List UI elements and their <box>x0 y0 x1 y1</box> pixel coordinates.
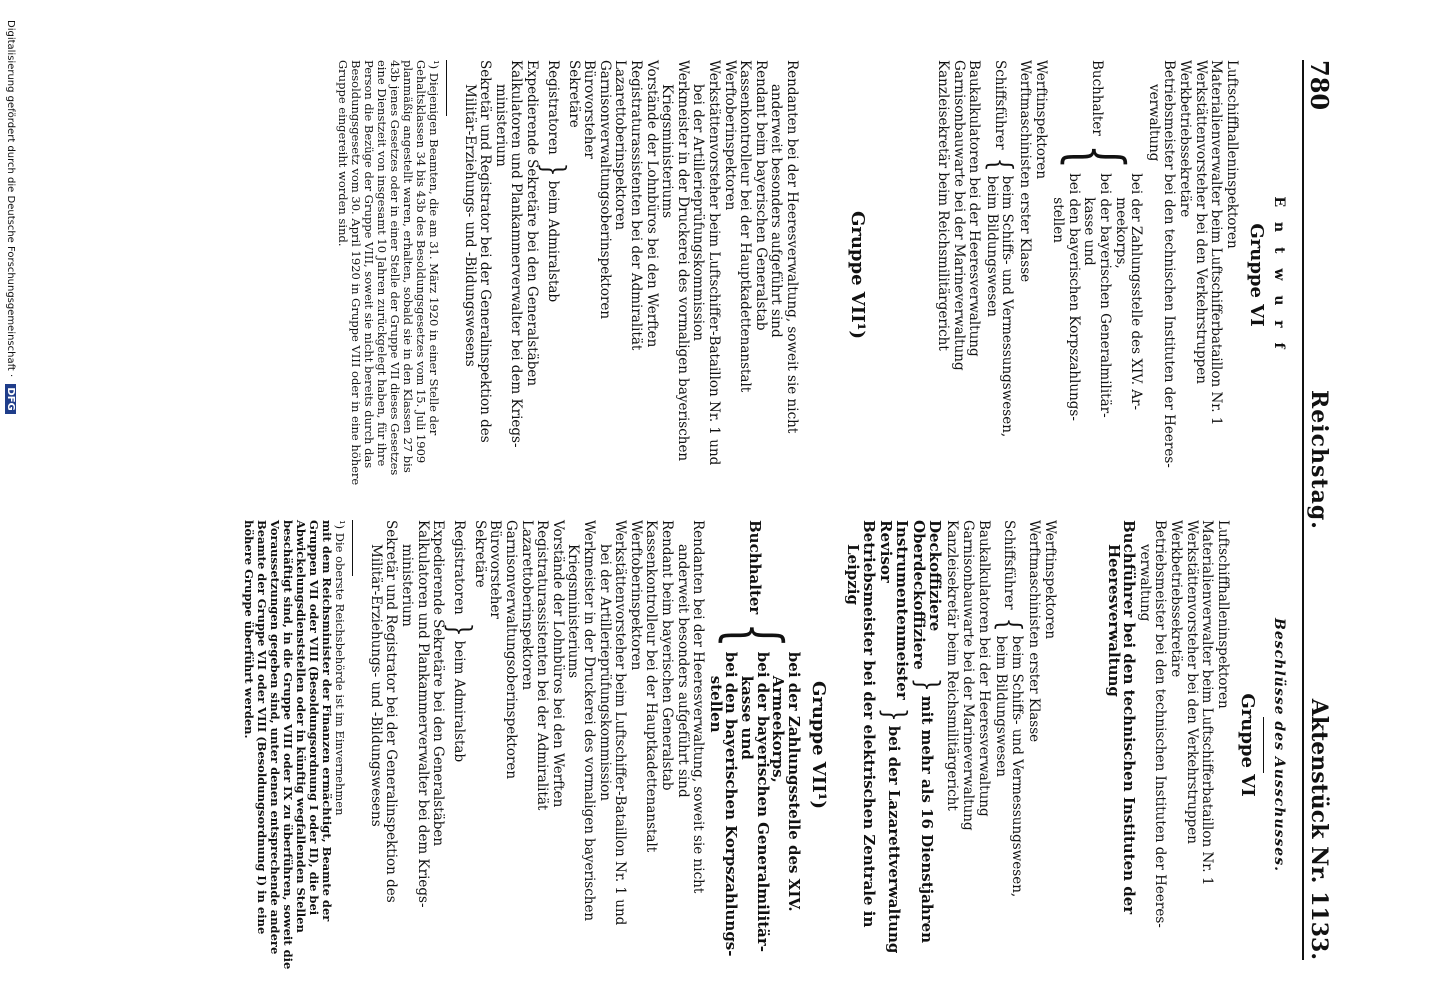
brace-group-buchhalter <box>707 520 801 970</box>
list-item: Garnisonverwaltungsoberinspektoren <box>503 520 520 780</box>
list-item: Armeekorps, <box>769 675 788 783</box>
brace-icon: { <box>982 157 1018 172</box>
list-item: Luftschiffhalleninspektoren <box>1214 520 1231 709</box>
title-divider <box>1263 717 1264 773</box>
brace-label: Schiffsführer <box>991 60 1008 150</box>
list-item: Rendanten bei der Heeresverwaltung, soweit sie nicht <box>690 520 707 894</box>
list-item: bei den bayerischen Korpszahlungs- <box>722 651 741 957</box>
credit-text: Digitalisierung gefördert durch die Deutsche Forschungsgemeinschaft · <box>5 20 16 378</box>
list-item: Kriegsministeriums <box>565 544 582 679</box>
list-item: anderweit besonders aufgeführt sind <box>768 84 785 338</box>
list-item: Registraturassistenten bei der Admiralität <box>628 60 644 351</box>
list-item: Kalkulatoren und Plankammerverwalter bei dem Kriegs- <box>414 520 431 908</box>
list-item: stellen <box>1050 197 1067 243</box>
list-item: bei der Zahlungsstelle des XIV. Ar- <box>1128 173 1145 411</box>
list-item: Sekretär und Registrator bei der Generalinspektion des <box>383 520 400 903</box>
header-document: Aktenstück Nr. 1133. <box>1306 698 1332 960</box>
brace-label: Buchhalter <box>1089 60 1106 136</box>
list-item: Werftoberinspektoren <box>627 520 644 671</box>
list-item: Vorstände der Lohnbüros bei den Werften <box>643 60 660 348</box>
list-item: Werftinspektoren <box>1032 60 1049 180</box>
list-item: mit mehr als 16 Dienstjahren <box>918 695 937 944</box>
list-item: Garnisonverwaltungsoberinspektoren <box>596 60 613 320</box>
brace-icon: { <box>1055 143 1138 170</box>
list-item: Kanzleisekretär beim Reichsmilitärgericht <box>944 520 961 811</box>
list-item: Baukalkulatoren bei der Heeresverwaltung <box>975 520 992 817</box>
list-item: Werkstättenvorsteher beim Luftschiffer-Bataillon Nr. 1 und <box>705 60 722 466</box>
list-item: kasse und <box>1081 197 1098 266</box>
list-item: Registraturassistenten bei der Admiralität <box>534 520 551 811</box>
dfg-logo: DFG <box>5 384 16 413</box>
list-item: Werkstättenvorsteher beim Luftschiffer-Bataillon Nr. 1 und <box>612 520 629 926</box>
brace-icon: } <box>876 707 912 722</box>
list-item: Kriegsministeriums <box>659 84 676 219</box>
brace-label: Instrumentenmeister <box>892 520 911 700</box>
brace-group-instrumentenmeister <box>876 520 912 970</box>
list-item: kasse und <box>737 675 756 760</box>
list-item: Militär-Erziehungs- und -Bildungswesens <box>461 84 478 367</box>
list-item: Kassenkontrolleur bei der Hauptkadettenanstalt <box>737 60 754 393</box>
list-item: Werkmeister in der Druckerei des vormaligen bayerischen <box>674 60 691 462</box>
list-item: beim Schiffs- und Vermessungswesen, <box>1008 635 1025 898</box>
brace-group-schiffsfuehrer <box>982 60 1018 490</box>
list-item: Rendant beim bayerischen Generalstab <box>752 60 769 331</box>
list-item: Sekretäre <box>471 520 488 588</box>
column-title: Beschlüsse des Ausschusses. <box>1271 618 1287 872</box>
list-item: Garnisonbauwarte bei der Marineverwaltung <box>960 520 977 831</box>
brace-label: Buchhalter <box>745 520 764 615</box>
brace-group-registratoren <box>441 520 477 970</box>
group-title: Gruppe VI <box>1237 693 1259 797</box>
list-item: Sekretäre <box>565 60 582 128</box>
list-item: Werftoberinspektoren <box>721 60 738 211</box>
list-item: Werkstättenvorsteher bei den Verkehrstruppen <box>1183 520 1200 844</box>
brace-label: Schiffsführer <box>1001 520 1018 610</box>
list-item: Kanzleisekretär beim Reichsmilitärgericht <box>935 60 952 351</box>
list-item: beim Schiffs- und Vermessungswesen, <box>999 175 1016 438</box>
list-item: Expedierende Sekretäre bei den Generalstäben <box>430 520 447 847</box>
brace-icon: } <box>909 677 945 692</box>
list-item: bei der Zahlungsstelle des XIV. <box>784 651 803 912</box>
list-item: stellen <box>706 675 725 733</box>
group-title: Gruppe VII¹) <box>846 210 868 340</box>
list-item: Werkstättenvorsteher bei den Verkehrstruppen <box>1192 60 1209 384</box>
brace-label: Revisor <box>877 520 896 583</box>
brace-group-registratoren <box>535 60 571 490</box>
digitization-credit <box>5 20 16 980</box>
page-number: 780 <box>1305 60 1334 111</box>
left-column-entwurf <box>336 60 1286 490</box>
list-item: bei der Lazarettverwaltung <box>884 725 903 954</box>
list-item: Sekretär und Registrator bei der Generalinspektion des <box>477 60 494 443</box>
list-item: beim Bildungswesen <box>983 175 1000 317</box>
brace-group-schiffsfuehrer <box>991 520 1027 970</box>
brace-icon: } <box>441 622 477 637</box>
column-title: E n t w u r f <box>1271 196 1287 354</box>
footnote: mit dem Reichsminister der Finanzen ermächtigt, Beamte der Gruppen VII oder VIII (Besoldungsordnung I oder II), die bei Abwickelungsdienststellen oder in künftig wegfallenden Stellen beschäftigt sind, in die Gruppe VIII oder IX zu überführen, soweit die Voraussetzungen gegeben sind, unter denen entsprechende andere Beamte der Gruppe VII oder VIII (Besoldungsordnung I) in eine höhere Gruppe überführt werden. <box>242 520 335 970</box>
list-item: Vorstände der Lohnbüros bei den Werften <box>549 520 566 808</box>
list-item: Kalkulatoren und Plankammerverwalter bei dem Kriegs- <box>508 60 525 448</box>
list-item: Werkmeister in der Druckerei des vormaligen bayerischen <box>581 520 598 922</box>
brace-group-deckoffiziere <box>909 520 945 970</box>
page-header <box>1302 60 1334 960</box>
header-title: Reichstag. <box>1306 390 1332 530</box>
group-title: Gruppe VII¹) <box>808 680 830 810</box>
brace-label: Oberdeckoffiziere <box>910 520 929 670</box>
list-item: Werkbetriebssekretäre <box>1168 520 1185 678</box>
list-item: Lazarettoberinspektoren <box>612 60 629 231</box>
list-item: Werftmaschinisten erster Klasse <box>1017 60 1034 283</box>
list-item: ministerium <box>492 84 509 167</box>
list-item: ministerium <box>399 544 416 627</box>
list-item: Rendanten bei der Heeresverwaltung, soweit sie nicht <box>783 60 800 434</box>
bold-list-item: Betriebsmeister bei der elektrischen Zentrale in <box>859 520 878 928</box>
bold-list-item: Buchführer bei den technischen Instituten der <box>1120 520 1139 915</box>
list-item: Garnisonbauwarte bei der Marineverwaltung <box>950 60 967 371</box>
list-item: beim Admiralstab <box>451 640 468 763</box>
list-item: Militär-Erziehungs- und -Bildungswesens <box>367 544 384 827</box>
list-item: bei der bayerischen Generalmilitär- <box>753 651 772 952</box>
list-item: Lazarettoberinspektoren <box>518 520 535 691</box>
list-item: Expedierende Sekretäre bei den Generalstäben <box>524 60 541 387</box>
bold-list-item: Heeresverwaltung <box>1104 544 1123 697</box>
brace-label: Registratoren <box>544 60 561 155</box>
footnote: ¹) Diejenigen Beamten, die am 31. März 1920 in einer Stelle der Gehaltsklassen 34 bis 43b des Besoldungsgesetzes vom 15. Juli 1909 planmäßig angestellt waren, erhalten, sobald sie in den Klassen 27 bis 43b jenes Gesetzes oder in einer Stelle der Gruppe VII dieses Gesetzes eine Dienstzeit von insgesamt 10 Jahren zurückgelegt haben, für ihre Person die Bezüge der Gruppe VIII, soweit sie nicht bereits durch das Besoldungsgesetz vom 30. April 1920 in Gruppe VIII oder in eine höhere Gruppe eingereiht worden sind. <box>336 60 442 486</box>
group-title: Gruppe VI <box>1246 223 1268 327</box>
brace-label: Registratoren <box>451 520 468 615</box>
list-item: Werftinspektoren <box>1042 520 1059 640</box>
brace-group-buchhalter <box>1050 60 1144 490</box>
list-item: Kassenkontrolleur bei der Hauptkadettenanstalt <box>643 520 660 853</box>
list-item: Materialienverwalter beim Luftschifferbataillon Nr. 1 <box>1199 520 1216 886</box>
list-item: verwaltung <box>1136 544 1153 622</box>
brace-icon: { <box>712 622 796 648</box>
bold-list-item: Leipzig <box>843 544 862 605</box>
footnote-lead: ¹) Die oberste Reichsbehörde ist im Einvernehmen <box>333 520 348 816</box>
list-item: beim Bildungswesen <box>993 635 1010 777</box>
list-item: Bürovorsteher <box>487 520 504 619</box>
list-item: anderweit besonders aufgeführt sind <box>674 544 691 798</box>
list-item: Betriebsmeister bei den technischen Instituten der Heeres- <box>1161 60 1178 468</box>
list-item: Betriebsmeister bei den technischen Instituten der Heeres- <box>1152 520 1169 928</box>
brace-icon: } <box>535 162 571 177</box>
list-item: bei den bayerischen Korpszahlungs- <box>1065 173 1082 421</box>
brace-icon: { <box>991 617 1027 632</box>
list-item: Baukalkulatoren bei der Heeresverwaltung <box>966 60 983 357</box>
list-item: verwaltung <box>1145 84 1162 162</box>
list-item: Rendant beim bayerischen Generalstab <box>659 520 675 791</box>
list-item: bei der bayerischen Generalmilitär- <box>1097 173 1114 418</box>
list-item: bei der Artillerieprüfungskommission <box>596 544 613 801</box>
list-item: bei der Artillerieprüfungskommission <box>690 84 707 341</box>
list-item: Werftmaschinisten erster Klasse <box>1026 520 1043 743</box>
footnote-divider <box>446 60 447 116</box>
list-item: Materialienverwalter beim Luftschifferbataillon Nr. 1 <box>1208 60 1225 426</box>
list-item: meekorps, <box>1112 197 1129 269</box>
list-item: beim Admiralstab <box>544 180 561 303</box>
list-item: Bürovorsteher <box>581 60 598 159</box>
list-item: Werkbetriebssekretäre <box>1177 60 1194 218</box>
footnote-divider <box>352 520 353 576</box>
brace-label: Deckoffiziere <box>925 520 944 632</box>
right-column-beschluesse <box>242 520 1286 970</box>
list-item: Luftschiffhalleninspektoren <box>1223 60 1240 249</box>
